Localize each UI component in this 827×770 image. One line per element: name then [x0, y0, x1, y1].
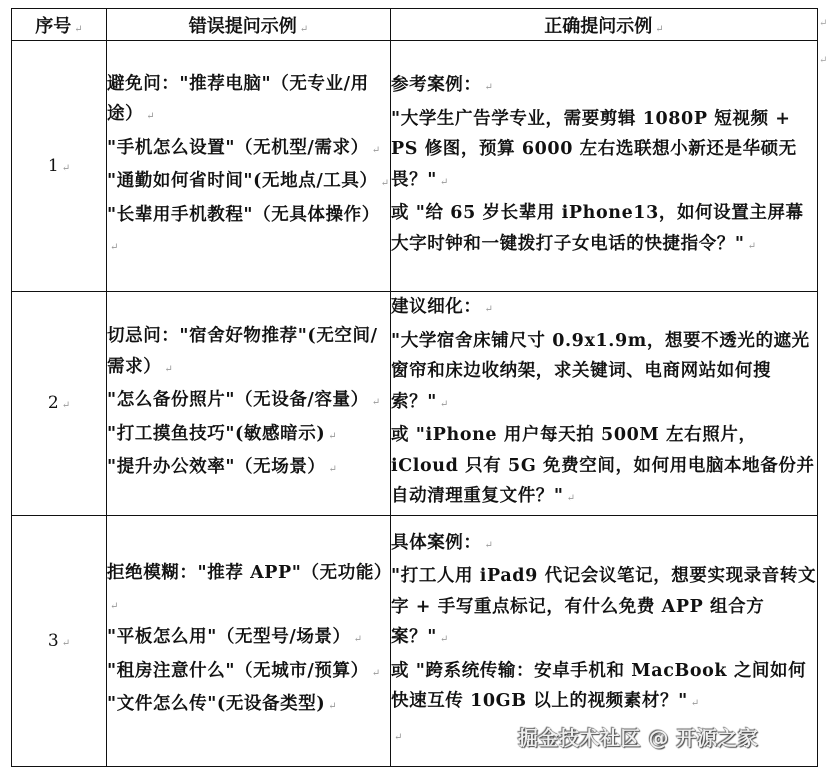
wrong-example-line: "手机怎么设置"（无机型/需求） ↵	[107, 137, 381, 158]
wrong-example-line: "租房注意什么"（无城市/预算） ↵	[107, 660, 381, 681]
paragraph-mark-icon: ↵	[328, 430, 338, 442]
right-example-cell	[391, 292, 818, 516]
paragraph-mark-icon: ↵	[328, 464, 338, 475]
paragraph-mark-icon: ↵	[371, 667, 381, 679]
paragraph-mark-icon: ↵	[146, 111, 156, 122]
wrong-example-line: 避免问："推荐电脑"（无专业/用途） ↵	[107, 73, 369, 124]
right-example-line: 或 "跨系统传输：安卓手机和 MacBook 之间如何快速互传 10GB 以上的视频素材？" ↵	[391, 660, 807, 712]
right-example-line: 建议细化： ↵	[391, 297, 494, 317]
wrong-example-line: "平板怎么用"（无型号/场景） ↵	[107, 627, 363, 648]
paragraph-mark-icon: ↵	[74, 23, 83, 35]
paragraph-mark-icon: ↵	[566, 493, 576, 504]
row-index: 1 ↵	[12, 41, 107, 292]
right-example-line: 或 "给 65 岁长辈用 iPhone13，如何设置主屏幕大字时钟和一键拨打子女电话的快捷指令？" ↵	[391, 203, 804, 254]
right-example-line: "大学生广告学专业，需要剪辑 1080P 短视频 + PS 修图，预算 6000 左右选联想小新还是华硕无畏？" ↵	[391, 108, 797, 190]
wrong-example-line: "长辈用手机教程"（无具体操作）↵	[107, 204, 380, 253]
paragraph-mark-icon: ↵	[110, 242, 119, 253]
header-row	[12, 9, 818, 41]
wrong-example-cell	[107, 515, 391, 766]
header-wrong-examples: 错误提问示例 ↵	[107, 9, 391, 41]
wrong-example-line: "打工摸鱼技巧"(敏感暗示) ↵	[107, 423, 338, 444]
wrong-example-line: "文件怎么传"(无设备类型) ↵	[107, 694, 338, 715]
paragraph-mark-icon: ↵	[439, 398, 449, 410]
wrong-example-line: 切忌问："宿舍好物推荐"(无空间/需求） ↵	[107, 326, 378, 377]
comparison-table	[11, 8, 818, 767]
right-example-line: 或 "iPhone 用户每天拍 500M 左右照片，iCloud 只有 5G 免费空间，如何用电脑本地备份并自动清理重复文件？" ↵	[391, 425, 815, 506]
paragraph-mark-icon: ↵	[394, 731, 403, 743]
paragraph-mark-icon: ↵	[484, 82, 494, 93]
paragraph-mark-icon: ↵	[690, 698, 700, 710]
wrong-example-line: "怎么备份照片"（无设备/容量） ↵	[107, 390, 381, 410]
table-row	[12, 292, 818, 516]
right-example-line: 参考案例： ↵	[391, 75, 494, 95]
paragraph-mark-icon: ↵	[61, 400, 71, 412]
wrong-example-cell	[107, 292, 391, 516]
paragraph-mark-icon: ↵	[353, 634, 363, 646]
paragraph-mark-icon: ↵	[484, 539, 494, 551]
header-right-examples: 正确提问示例 ↵	[391, 9, 818, 41]
paragraph-mark-icon: ↵	[819, 55, 827, 66]
header-index: 序号 ↵	[12, 9, 107, 41]
row-index: 3 ↵	[12, 515, 107, 766]
paragraph-mark-icon: ↵	[328, 701, 338, 713]
paragraph-mark-icon: ↵	[299, 23, 309, 35]
paragraph-mark-icon: ↵	[110, 600, 119, 612]
paragraph-mark-icon: ↵	[819, 18, 827, 29]
wrong-example-line: "通勤如何省时间"(无地点/工具） ↵	[107, 171, 390, 191]
paragraph-mark-icon: ↵	[61, 637, 71, 649]
paragraph-mark-icon: ↵	[655, 23, 664, 35]
right-example-line: "大学宿舍床铺尺寸 0.9x1.9m，想要不透光的遮光窗帘和床边收纳架，求关键词、电商网站如何搜索？" ↵	[391, 330, 810, 412]
paragraph-mark-icon: ↵	[439, 634, 449, 646]
paragraph-mark-icon: ↵	[484, 304, 494, 315]
right-example-line: 具体案例： ↵	[391, 532, 494, 553]
wrong-example-line: "提升办公效率"（无场景） ↵	[107, 457, 338, 477]
wrong-example-cell	[107, 41, 391, 292]
table-row	[12, 41, 818, 292]
paragraph-mark-icon: ↵	[439, 176, 449, 188]
paragraph-mark-icon: ↵	[371, 397, 381, 408]
right-example-cell	[391, 41, 818, 292]
watermark: 掘金技术社区 @ 开源之家	[518, 726, 759, 750]
paragraph-mark-icon: ↵	[164, 363, 174, 375]
paragraph-mark-icon: ↵	[61, 163, 71, 174]
paragraph-mark-icon: ↵	[747, 240, 757, 252]
row-index: 2 ↵	[12, 292, 107, 516]
paragraph-mark-icon: ↵	[371, 144, 381, 156]
right-example-line: "打工人用 iPad9 代记会议笔记，想要实现录音转文字 + 手写重点标记，有什么免费 APP 组合方案？" ↵	[391, 566, 817, 648]
wrong-example-line: 拒绝模糊："推荐 APP"（无功能）↵	[107, 563, 393, 612]
paragraph-mark-icon: ↵	[380, 178, 390, 189]
